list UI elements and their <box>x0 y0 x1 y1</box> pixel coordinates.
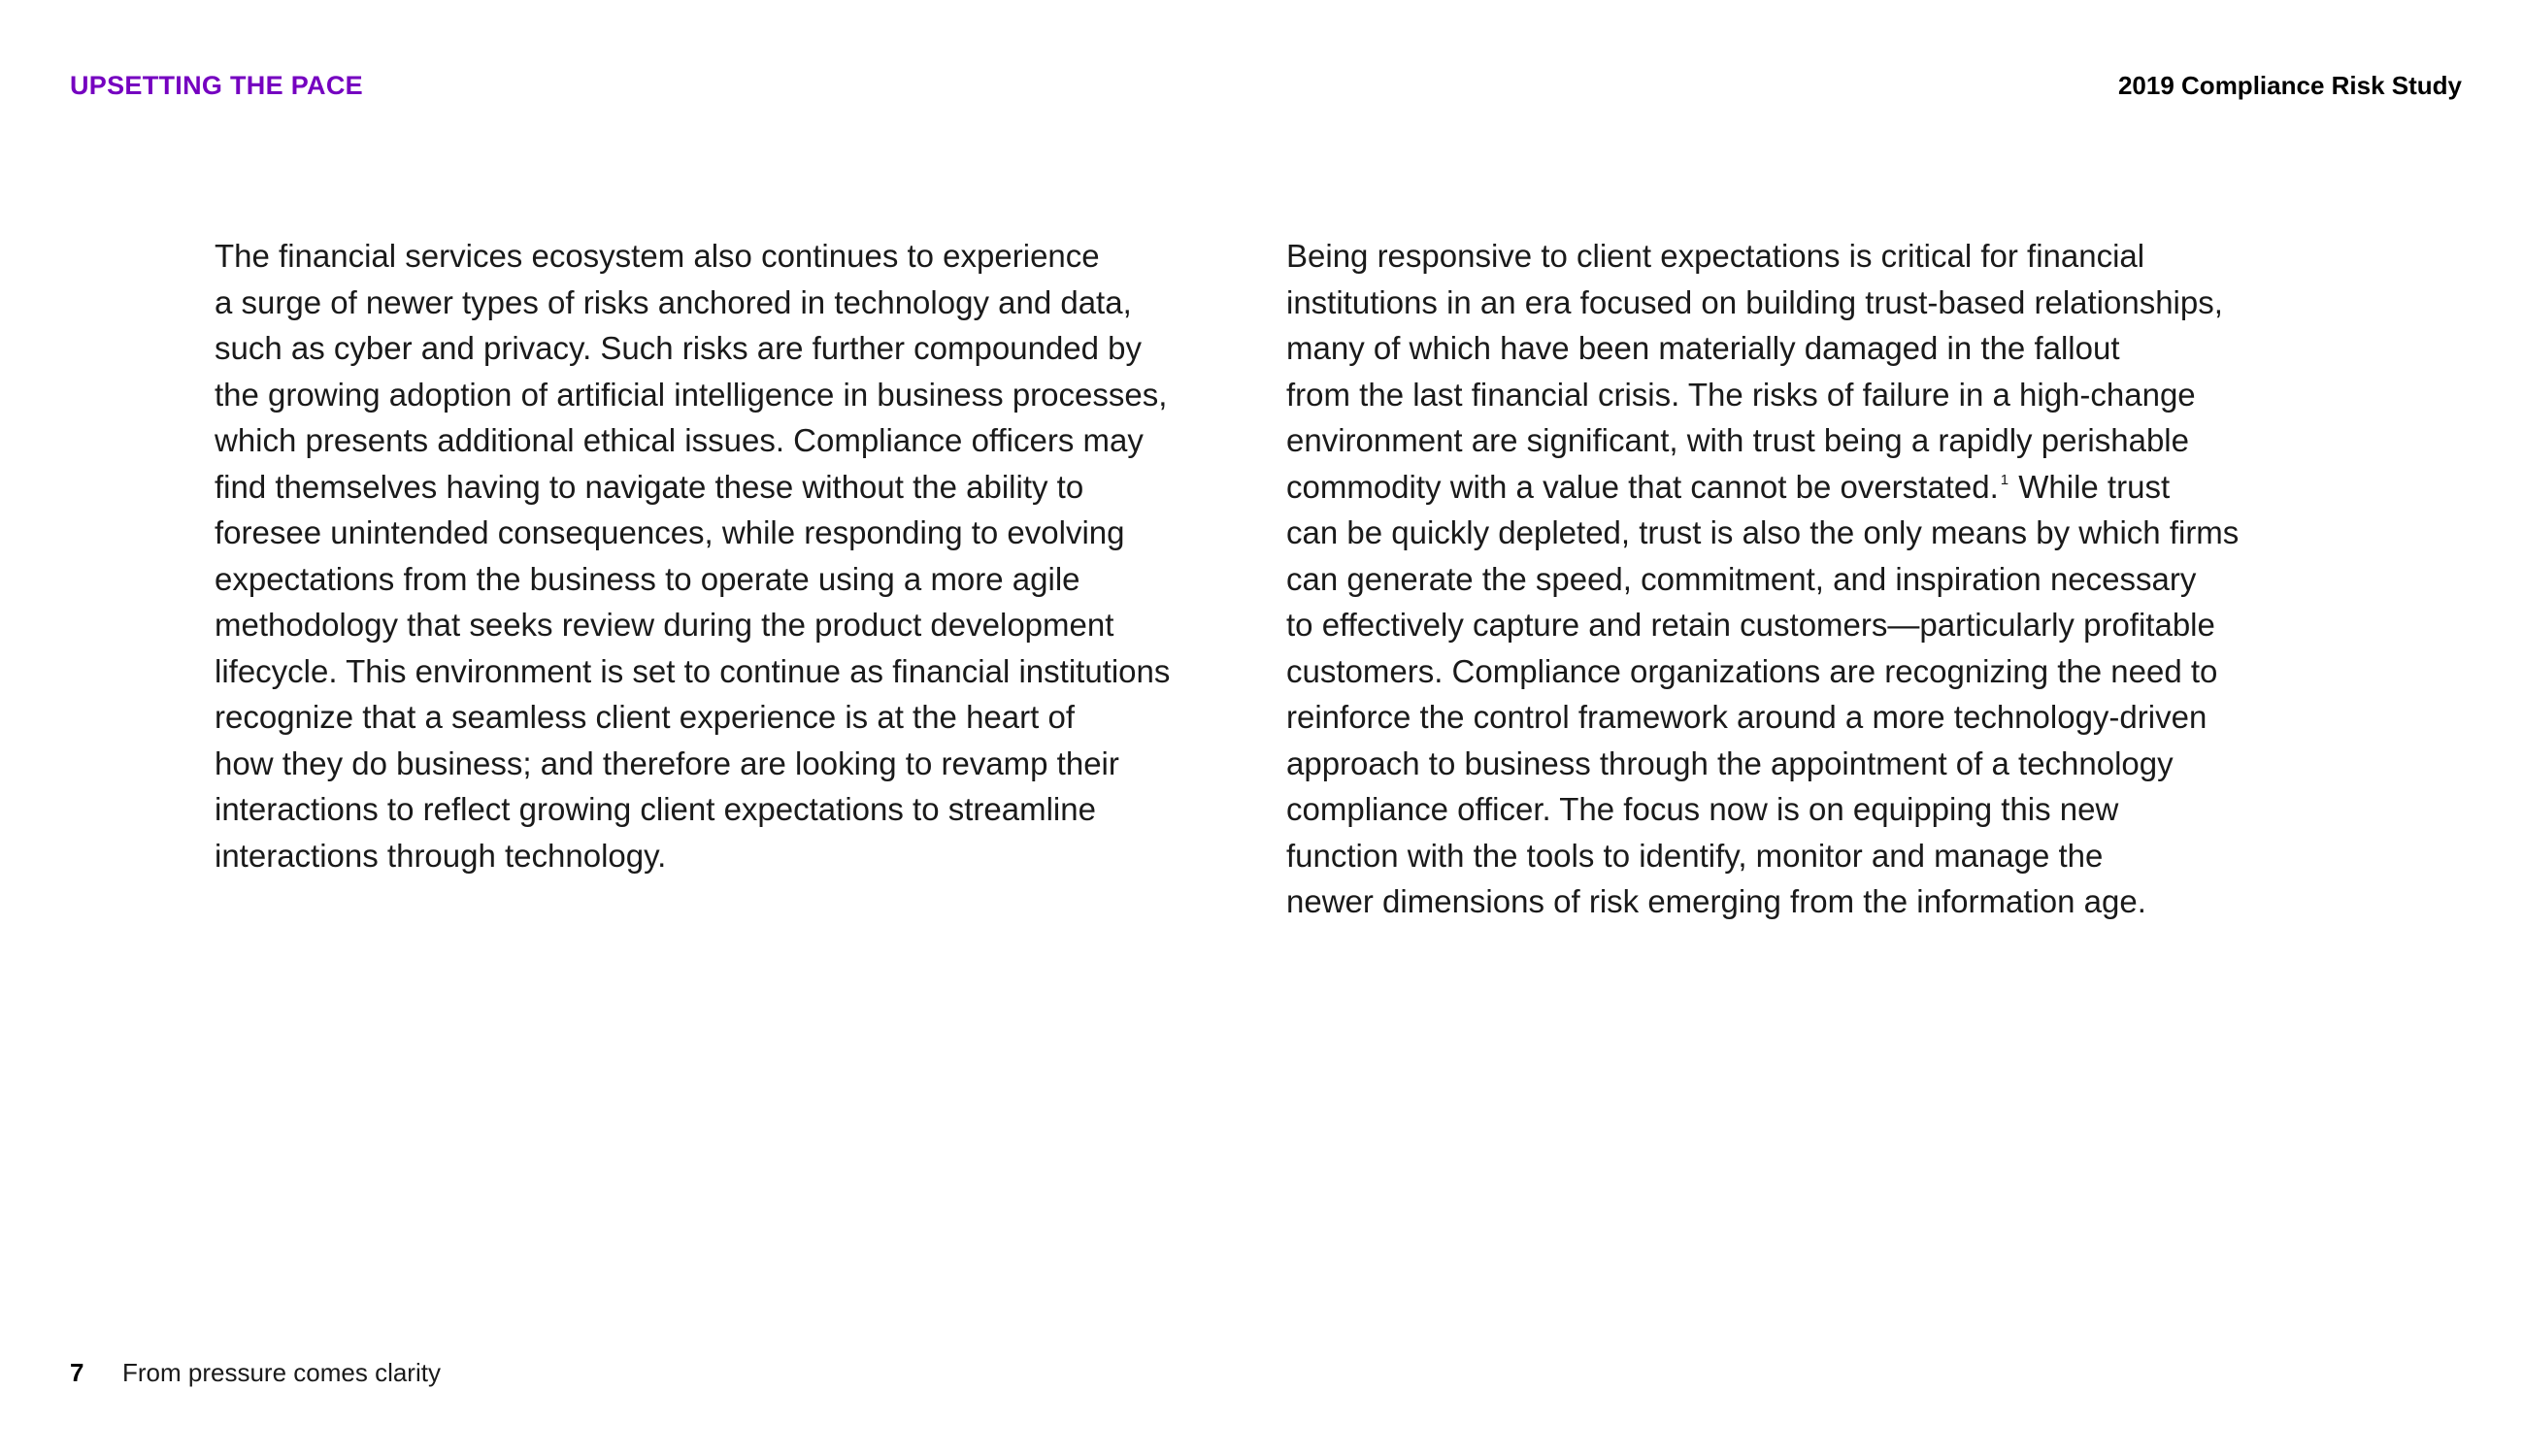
text-line: such as cyber and privacy. Such risks are further compounded by <box>215 330 1143 366</box>
text-line: foresee unintended consequences, while responding to evolving <box>215 514 1125 550</box>
text-line: approach to business through the appointment of a technology <box>1286 745 2174 781</box>
text-line: interactions through technology. <box>215 837 667 874</box>
text-line: newer dimensions of risk emerging from the information age. <box>1286 883 2146 919</box>
text-line: recognize that a seamless client experience is at the heart of <box>215 699 1075 735</box>
text-line: compliance officer. The focus now is on equipping this new <box>1286 791 2119 827</box>
text-line: can generate the speed, commitment, and inspiration necessary <box>1286 560 2197 597</box>
report-title: 2019 Compliance Risk Study <box>2117 71 2462 100</box>
text-line: environment are significant, with trust being a rapidly perishable <box>1286 422 2189 458</box>
section-title: UPSETTING THE PACE <box>70 71 363 100</box>
page-footer <box>70 1355 441 1390</box>
text-line: function with the tools to identify, monitor and manage the <box>1286 837 2104 874</box>
text-line-with-footnote <box>1286 464 2315 511</box>
text-line: to effectively capture and retain customers—particularly profitable <box>1286 607 2215 643</box>
document-title: From pressure comes clarity <box>122 1358 441 1387</box>
text-line: expectations from the business to operate using a more agile <box>215 560 1080 597</box>
text-line: customers. Compliance organizations are recognizing the need to <box>1286 652 2218 689</box>
page-number: 7 <box>70 1358 84 1387</box>
text-line: Being responsive to client expectations is critical for financial <box>1286 238 2145 274</box>
text-line: the growing adoption of artificial intelligence in business processes, <box>215 376 1168 413</box>
text-line: many of which have been materially damaged in the fallout <box>1286 330 2120 366</box>
text-line: which presents additional ethical issues. Compliance officers may <box>215 422 1144 458</box>
text-line: a surge of newer types of risks anchored in technology and data, <box>215 283 1132 320</box>
text-line: reinforce the control framework around a more technology-driven <box>1286 699 2208 735</box>
text-line: find themselves having to navigate these without the ability to <box>215 468 1084 505</box>
text-segment: While trust <box>2009 468 2171 505</box>
text-line: lifecycle. This environment is set to continue as financial institutions <box>215 652 1171 689</box>
body-column-right <box>1286 233 2315 925</box>
text-line: can be quickly depleted, trust is also the only means by which firms <box>1286 514 2240 550</box>
text-line: from the last financial crisis. The risks of failure in a high-change <box>1286 376 2196 413</box>
text-line: institutions in an era focused on building trust-based relationships, <box>1286 283 2223 320</box>
body-column-left <box>215 233 1214 878</box>
text-line: methodology that seeks review during the product development <box>215 607 1114 643</box>
text-segment: commodity with a value that cannot be overstated. <box>1286 468 1999 505</box>
text-line: The financial services ecosystem also continues to experience <box>215 238 1100 274</box>
footnote-reference[interactable]: 1 <box>2000 471 2009 488</box>
text-line: how they do business; and therefore are looking to revamp their <box>215 745 1119 781</box>
text-line: interactions to reflect growing client expectations to streamline <box>215 791 1096 827</box>
